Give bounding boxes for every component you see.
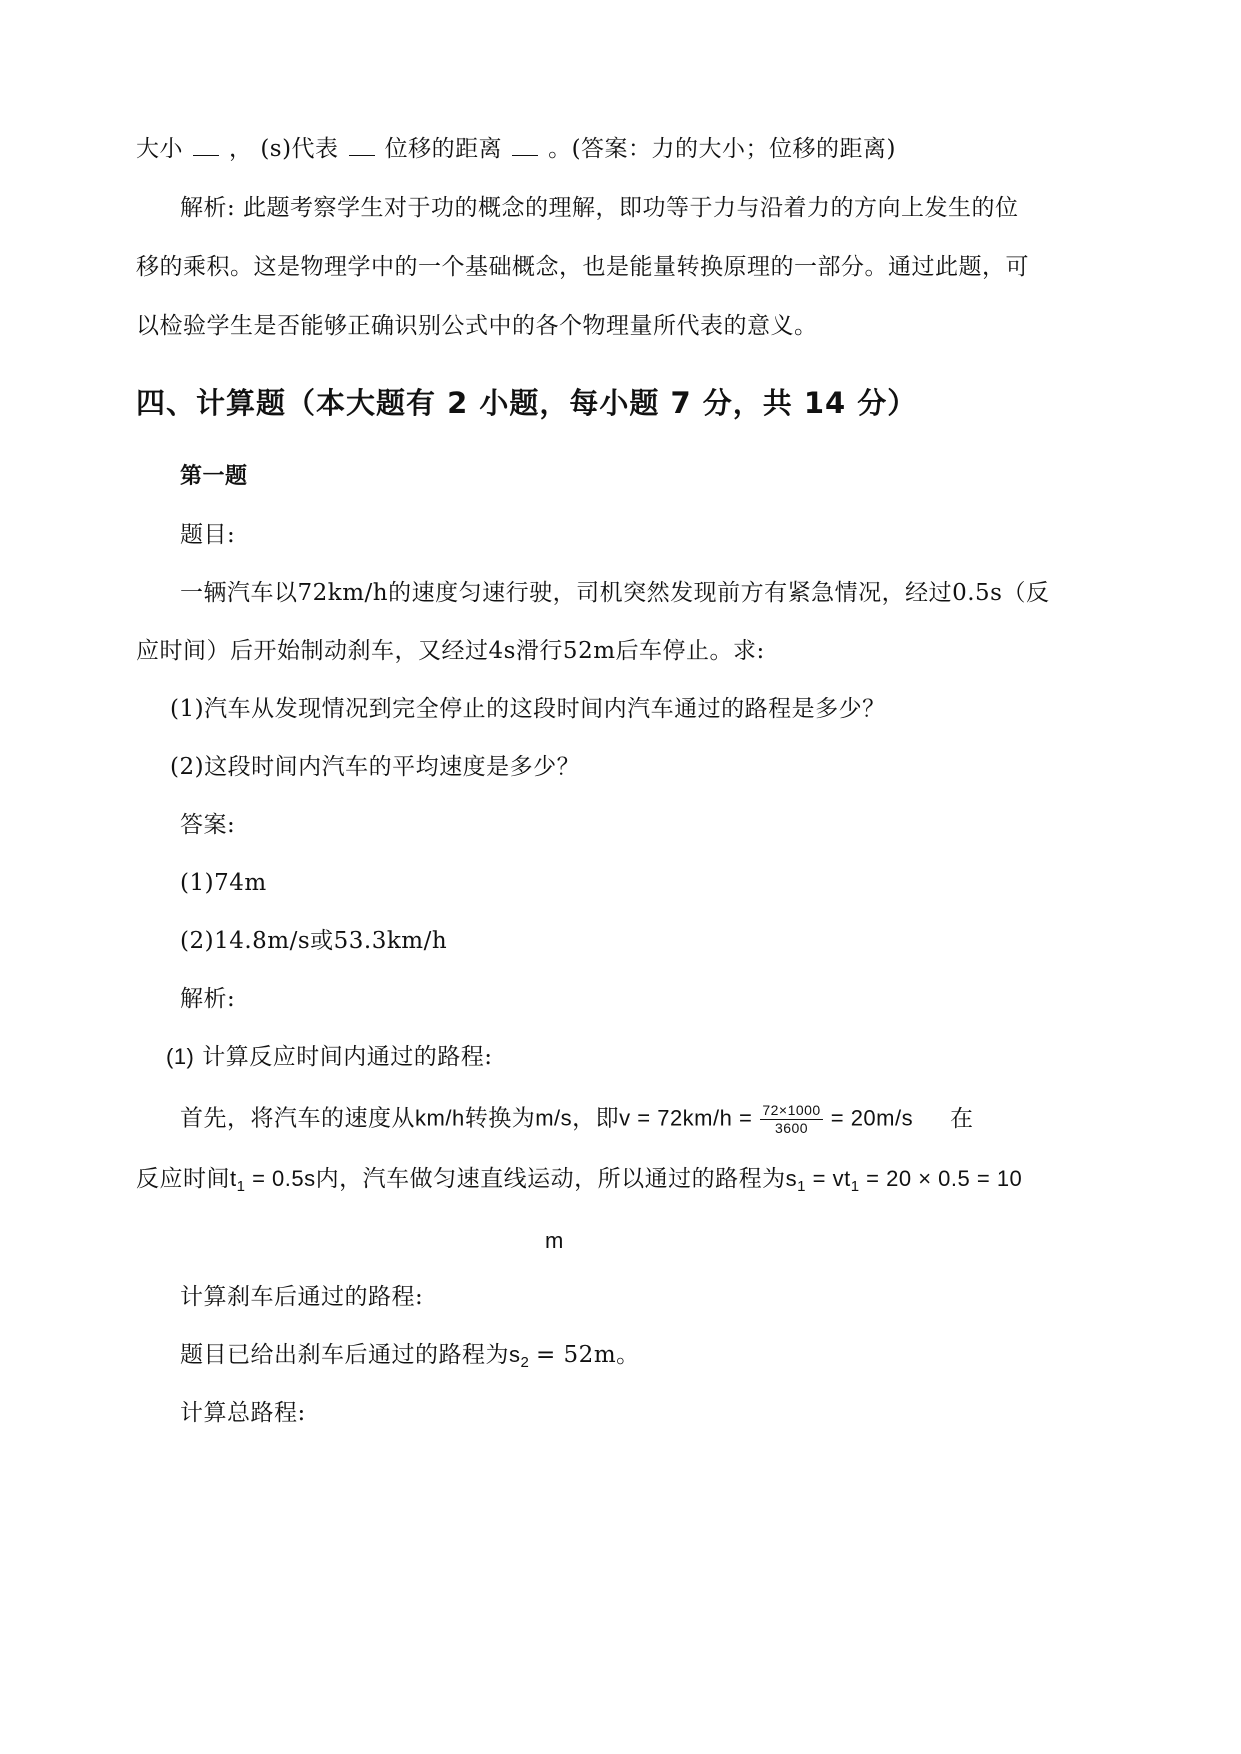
step1-number: (1) [166, 1044, 195, 1069]
problem-line-2: 应时间）后开始制动刹车，又经过4s滑行52m后车停止。求: [136, 638, 765, 664]
equation-rhs: = 20m/s [830, 1105, 914, 1131]
s1-value: = 20 × 0.5 = 10 [866, 1166, 1023, 1191]
analysis-label: 解析: [180, 986, 236, 1012]
step2-title: 计算刹车后通过的路程: [180, 1284, 424, 1310]
step2-text: 题目已给出刹车后通过的路程为 [180, 1342, 509, 1368]
text-s-represents: (s)代表 [260, 136, 339, 162]
s2-subscript: 2 [520, 1354, 530, 1371]
analysis-line-2: 移的乘积。这是物理学中的一个基础概念，也是能量转换原理的一部分。通过此题，可 [136, 254, 1029, 280]
prompt-label: 题目: [180, 522, 236, 548]
analysis-line-1: 解析: 此题考察学生对于功的概念的理解，即功等于力与沿着力的方向上发生的位 [180, 195, 1019, 221]
equation-lhs: v = 72km/h = [619, 1105, 753, 1131]
s2-base: s [509, 1342, 521, 1367]
question-title: 第一题 [180, 464, 248, 489]
sub-question-1: (1)汽车从发现情况到完全停止的这段时间内汽车通过的路程是多少？ [170, 696, 886, 722]
step1-heading [166, 1042, 492, 1072]
answer-label: 答案: [180, 812, 236, 838]
text-displacement: 位移的距离 [384, 136, 503, 162]
reaction-line [136, 1164, 1022, 1194]
s1-base: s [785, 1166, 798, 1191]
unit-ms: m/s [535, 1105, 573, 1131]
t1-base: t [230, 1166, 237, 1191]
step2-line [180, 1340, 640, 1370]
answer-inline: 。(答案：力的大小；位移的距离) [548, 136, 897, 162]
s2-symbol [509, 1342, 536, 1371]
reaction-text-a: 反应时间 [136, 1166, 230, 1192]
s1-subscript: 1 [797, 1178, 806, 1195]
section-title: 四、计算题（本大题有 2 小题，每小题 7 分，共 14 分） [136, 386, 918, 420]
step1-title: 计算反应时间内通过的路程: [202, 1044, 493, 1070]
t1-symbol [230, 1166, 316, 1195]
blank-line [349, 137, 375, 156]
s1-eq: = vt [812, 1166, 851, 1191]
unit-kmh: km/h [415, 1105, 465, 1131]
t1-value: = 0.5s [252, 1166, 316, 1191]
conv-text-b: 转换为 [464, 1105, 536, 1132]
fill-blank-line [136, 134, 896, 164]
fraction [760, 1102, 822, 1137]
conv-tail: 在 [950, 1106, 974, 1132]
fraction-numerator: 72×1000 [762, 1102, 821, 1118]
s1-eq-subscript: 1 [850, 1178, 860, 1195]
conv-text-a: 首先，将汽车的速度从 [180, 1105, 415, 1132]
conv-text-c: ，即 [572, 1105, 620, 1132]
blank-line [193, 137, 219, 156]
answer-1: (1)74m [180, 870, 267, 896]
comma: ， [229, 136, 253, 162]
conversion-line [180, 1102, 913, 1137]
problem-line-1: 一辆汽车以72km/h的速度匀速行驶，司机突然发现前方有紧急情况，经过0.5s（反 [180, 580, 1050, 606]
sub-question-2: (2)这段时间内汽车的平均速度是多少？ [170, 754, 581, 780]
unit-meter: m [545, 1228, 564, 1253]
s2-value: = 52m。 [535, 1342, 640, 1368]
t1-subscript: 1 [236, 1178, 246, 1195]
s1-equation [785, 1166, 1023, 1195]
reaction-text-b: 内，汽车做匀速直线运动，所以通过的路程为 [315, 1166, 786, 1192]
text-size: 大小 [136, 136, 183, 162]
analysis-line-3: 以检验学生是否能够正确识别公式中的各个物理量所代表的意义。 [136, 313, 818, 339]
answer-2: (2)14.8m/s或53.3km/h [180, 928, 448, 954]
step3-title: 计算总路程: [180, 1400, 306, 1426]
fraction-denominator: 3600 [774, 1120, 809, 1136]
blank-line [512, 137, 538, 156]
